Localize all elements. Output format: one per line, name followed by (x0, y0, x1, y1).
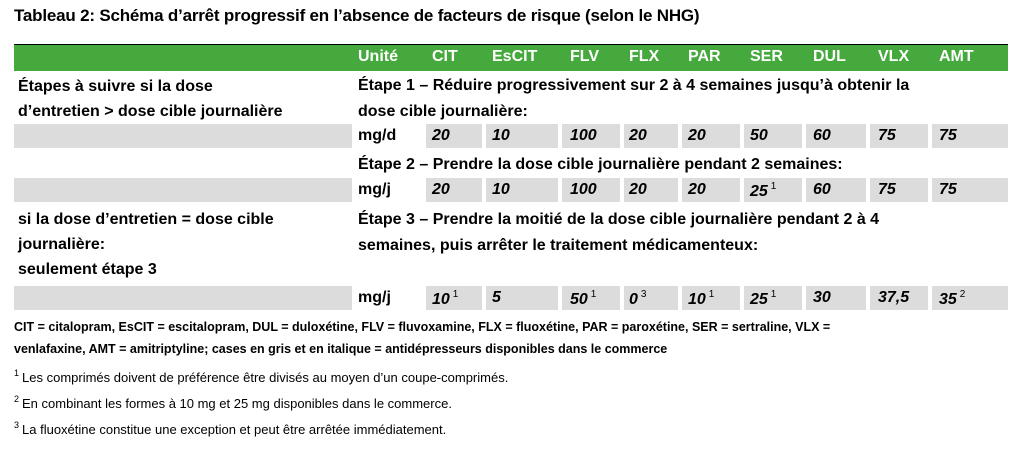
legend-line: CIT = citalopram, EsCIT = escitalopram, DUL = duloxétine, FLV = fluvoxamine, FLX = fluoxétine, PAR = paroxétine, SER = sertraline, VLX = (14, 320, 831, 334)
row2-value: 25 $^1$ (750, 181, 777, 200)
row1-value: 75 (878, 127, 896, 144)
row3-value: 30 (813, 289, 831, 306)
header-flx: FLX (629, 48, 660, 65)
footnote-text: La fluoxétine constitue une exception et peut être arrêtée immédiatement. (22, 422, 447, 437)
legend-line: venlafaxine, AMT = amitriptyline; cases en gris et en italique = antidépresseurs disponibles dans le commerce (14, 342, 668, 356)
row1-value: 75 (939, 127, 957, 144)
row3-value: 0 $^3$ (629, 289, 647, 308)
footnote-marker: 1 (590, 289, 597, 300)
row3-label-bg (14, 286, 352, 310)
step3-line: Étape 3 – Prendre la moitié de la dose cible journalière pendant 2 à 4 (358, 211, 880, 228)
row2-value: 100 (570, 181, 597, 198)
row1-value: 10 (492, 127, 510, 144)
row1-label-bg (14, 124, 352, 148)
footnote-text: Les comprimés doivent de préférence être divisés au moyen d’un coupe-comprimés. (22, 370, 509, 385)
row3-unit: mg/j (358, 289, 391, 306)
footnote-text: En combinant les formes à 10 mg et 25 mg disponibles dans le commerce. (22, 396, 452, 411)
footnote-marker: 3 (640, 289, 647, 300)
footnote-marker: 2 (14, 394, 20, 404)
header-flv: FLV (570, 48, 600, 65)
header-cit: CIT (432, 48, 458, 65)
row2-label-bg (14, 178, 352, 202)
row2-value: 20 (432, 181, 450, 198)
footnote-1 (14, 368, 508, 385)
row1-value: 60 (813, 127, 831, 144)
row3-value: 35 $^2$ (939, 289, 966, 308)
header-escit: EsCIT (492, 48, 538, 65)
row2-value: 75 (939, 181, 957, 198)
section2-label (18, 207, 274, 282)
section1-label-line: d’entretien > dose cible journalière (18, 103, 283, 120)
row1-value: 20 (432, 127, 450, 144)
footnote-2 (14, 394, 452, 411)
step2-text: Étape 2 – Prendre la dose cible journalière pendant 2 semaines: (358, 156, 843, 173)
header-ser: SER (750, 48, 783, 65)
row1-value: 50 (750, 127, 768, 144)
row1-value: 20 (688, 127, 706, 144)
table-title: Tableau 2: Schéma d’arrêt progressif en l’absence de facteurs de risque (selon le NHG) (14, 6, 700, 25)
row2-value: 20 (688, 181, 706, 198)
section2-label-line: journalière: (18, 236, 106, 253)
row3-value: 37,5 (878, 289, 910, 306)
row3-value: 50 $^1$ (570, 289, 597, 308)
footnote-marker: 1 (708, 289, 715, 300)
footnote-marker: 1 (770, 289, 777, 300)
footnote-3 (14, 420, 446, 437)
row2-unit: mg/j (358, 181, 391, 198)
footnote-marker: 1 (770, 181, 777, 192)
row2-value: 60 (813, 181, 831, 198)
row2-value: 75 (878, 181, 896, 198)
section2-label-line: si la dose d’entretien = dose cible (18, 211, 274, 228)
footnote-marker: 1 (14, 368, 20, 378)
row3-value: 10 $^1$ (432, 289, 459, 308)
row1-value: 20 (629, 127, 647, 144)
row2-value: 10 (492, 181, 510, 198)
row1-value: 100 (570, 127, 597, 144)
header-par: PAR (688, 48, 721, 65)
section2-label-line: seulement étape 3 (18, 261, 157, 278)
section1-label-line: Étapes à suivre si la dose (18, 78, 213, 95)
step1-line: Étape 1 – Réduire progressivement sur 2 à 4 semaines jusqu’à obtenir la (358, 77, 910, 94)
footnote-marker: 3 (14, 420, 20, 430)
row3-value: 5 (492, 289, 501, 306)
header-amt: AMT (939, 48, 974, 65)
section1-label (18, 74, 283, 124)
row3-value: 25 $^1$ (750, 289, 777, 308)
row1-unit: mg/d (358, 127, 397, 144)
header-vlx: VLX (878, 48, 910, 65)
row3-value: 10 $^1$ (688, 289, 715, 308)
header-dul: DUL (813, 48, 846, 65)
step3-text (358, 207, 1008, 259)
step1-line: dose cible journalière: (358, 103, 528, 120)
footnote-marker: 1 (452, 289, 459, 300)
footnote-marker: 2 (959, 289, 966, 300)
step3-line: semaines, puis arrêter le traitement médicamenteux: (358, 237, 759, 254)
abbreviation-legend (14, 316, 1004, 360)
step1-text (358, 73, 1008, 125)
header-unit: Unité (358, 48, 398, 65)
row2-value: 20 (629, 181, 647, 198)
